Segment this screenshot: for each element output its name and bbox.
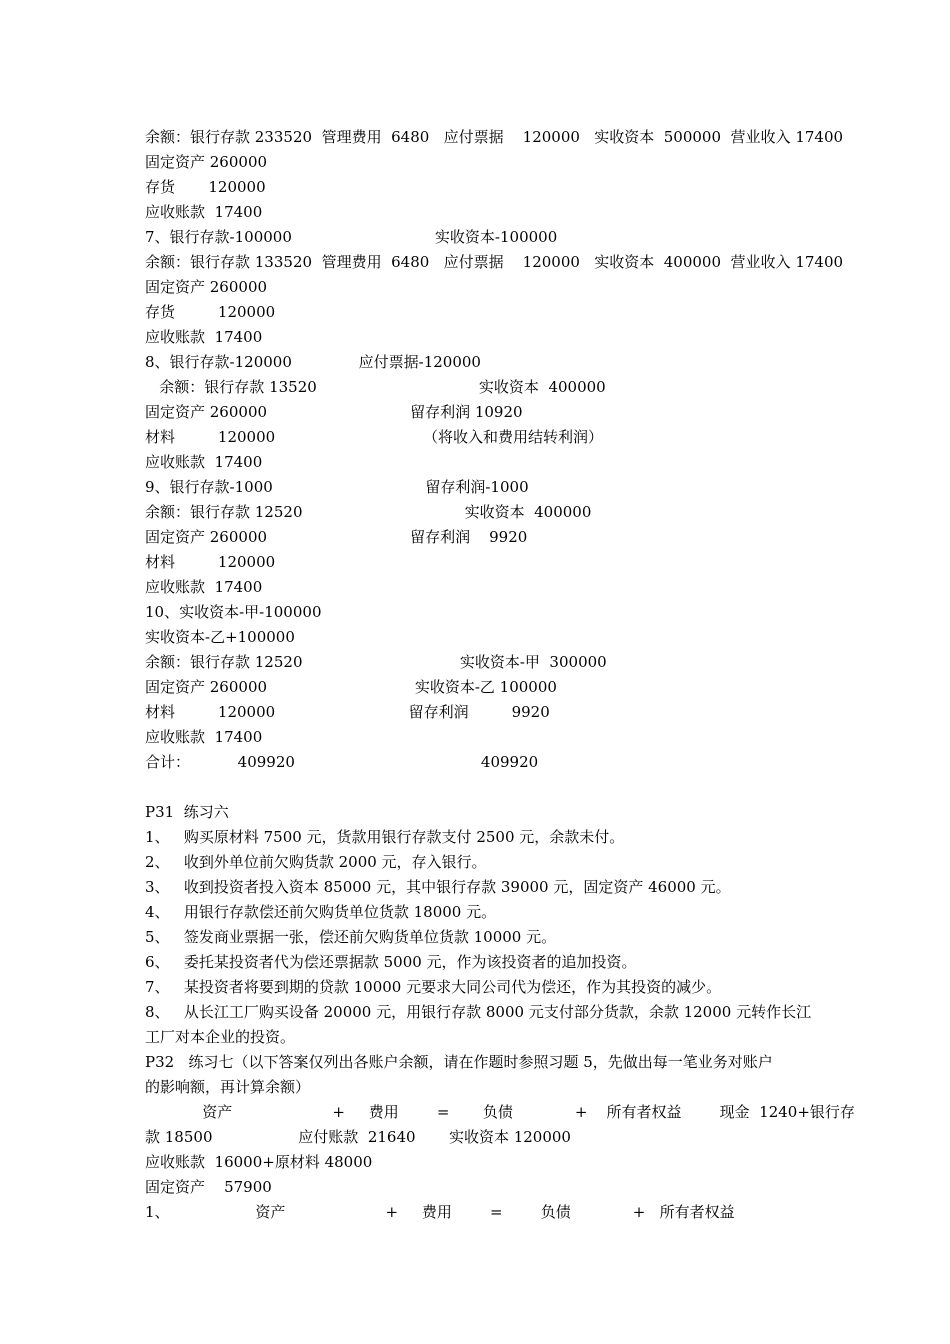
text-line: 材料 120000 留存利润 9920 (145, 703, 550, 721)
text-line: 9、银行存款-1000 留存利润-1000 (145, 478, 529, 496)
text-line: 余额：银行存款 12520 实收资本 400000 (145, 503, 592, 521)
text-line: 应收账款 17400 (145, 328, 263, 346)
text-line: 6、 委托某投资者代为偿还票据款 5000 元，作为该投资者的追加投资。 (145, 953, 637, 971)
text-line: 应收账款 16000+原材料 48000 (145, 1153, 373, 1171)
text-line: 8、 从长江工厂购买设备 20000 元，用银行存款 8000 元支付部分货款，余款 12000 元转作长江 (145, 1003, 812, 1021)
text-line: 固定资产 57900 (145, 1178, 272, 1196)
text-line: 应收账款 17400 (145, 728, 263, 746)
text-line: 存货 120000 (145, 178, 266, 196)
text-line: 固定资产 260000 (145, 278, 268, 296)
text-line: 余额：银行存款 13520 实收资本 400000 (145, 378, 606, 396)
text-line: 的影响额，再计算余额） (145, 1078, 311, 1096)
text-line: 5、 签发商业票据一张，偿还前欠购货单位货款 10000 元。 (145, 928, 557, 946)
text-line: 1、 购买原材料 7500 元，货款用银行存款支付 2500 元，余款未付。 (145, 828, 625, 846)
text-line: 固定资产 260000 (145, 153, 268, 171)
text-line: 存货 120000 (145, 303, 276, 321)
text-line: P31 练习六 (145, 803, 229, 821)
text-line: 固定资产 260000 留存利润 10920 (145, 403, 523, 421)
text-line: 材料 120000 （将收入和费用结转利润） (145, 428, 603, 446)
text-line: 合计： 409920 409920 (145, 753, 539, 771)
text-line: 2、 收到外单位前欠购货款 2000 元，存入银行。 (145, 853, 487, 871)
text-line: 工厂对本企业的投资。 (145, 1028, 296, 1046)
text-line: 4、 用银行存款偿还前欠购货单位货款 18000 元。 (145, 903, 497, 921)
text-line: 实收资本-乙+100000 (145, 628, 295, 646)
text-line: 1、 资产 + 费用 = 负债 + 所有者权益 (145, 1203, 735, 1221)
text-line: 8、银行存款-120000 应付票据-120000 (145, 353, 481, 371)
text-line: 10、实收资本-甲-100000 (145, 603, 322, 621)
text-line: 7、银行存款-100000 实收资本-100000 (145, 228, 558, 246)
text-line: 应收账款 17400 (145, 578, 263, 596)
text-line: 款 18500 应付账款 21640 实收资本 120000 (145, 1128, 571, 1146)
text-line: 固定资产 260000 留存利润 9920 (145, 528, 528, 546)
text-line: 7、 某投资者将要到期的贷款 10000 元要求大同公司代为偿还，作为其投资的减少。 (145, 978, 722, 996)
text-line: 余额：银行存款 12520 实收资本-甲 300000 (145, 653, 607, 671)
text-line: P32 练习七（以下答案仅列出各账户余额，请在作题时参照习题 5，先做出每一笔业务对账户 (145, 1053, 773, 1071)
text-line: 材料 120000 (145, 553, 276, 571)
text-line: 余额：银行存款 133520 管理费用 6480 应付票据 120000 实收资本 400000 营业收入 17400 (145, 253, 844, 271)
text-line: 应收账款 17400 (145, 453, 263, 471)
text-line: 资产 + 费用 = 负债 + 所有者权益 现金 1240+银行存 (145, 1103, 855, 1121)
text-line: 固定资产 260000 实收资本-乙 100000 (145, 678, 557, 696)
text-line: 余额：银行存款 233520 管理费用 6480 应付票据 120000 实收资本 500000 营业收入 17400 (145, 128, 844, 146)
text-line: 3、 收到投资者投入资本 85000 元，其中银行存款 39000 元，固定资产 46000 元。 (145, 878, 731, 896)
text-line: 应收账款 17400 (145, 203, 263, 221)
